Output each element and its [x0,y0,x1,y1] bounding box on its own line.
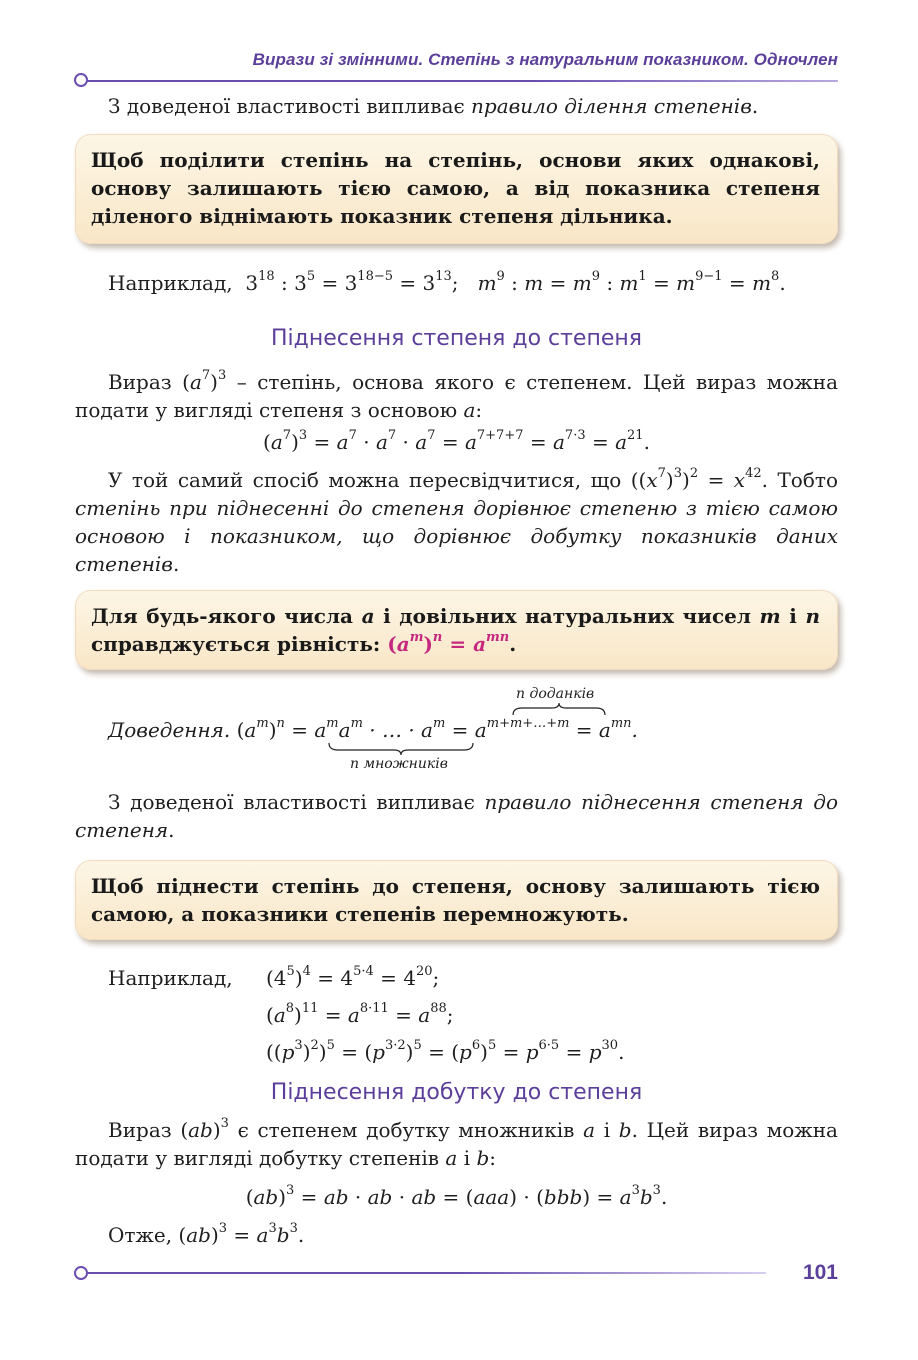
overbrace [512,702,606,716]
paragraph-power-of-power: Вираз $(a^7)^3$ – степінь, основа якого є степенем. Цей вираз можна подати у вигляді степеня з основою a: [75,368,838,422]
rule-box-power-of-power-identity: Для будь-якого числа a і довільних натуральних чисел m і n справджується рівність: $(a^m)^n = a^{mn}$. [75,590,838,670]
paragraph-power-rule-statement: У той самий спосіб можна пересвідчитися, що $((x^7)^3)^2 = x^{42}$. Тобто степінь при піднесенні до степеня дорівнює степеню з тією самою основою і показником, що дорівнює добутку показників даних степенів. [75,466,838,576]
example-label: Наприклад, [108,966,233,990]
conclusion-ab-cubed: Отже, $(ab)^3 = a^3b^3$. [108,1221,305,1247]
proof-formula: Доведення. $(a^m)^n = a^ma^m$ · … · $a^m = a^{m+m+\dots+m} = a^{mn}$. [108,716,638,742]
rule-box-division: Щоб поділити степінь на степінь, основи яких однакові, основу залишають тією самою, а від показника степеня діленого віднімають показник степеня дільника. [75,134,838,244]
example-a-8-11: $(a^8)^{11} = a^{8\cdot 11} = a^{88}$; [266,1001,454,1027]
paragraph-division-rule-intro: З доведеної властивості випливає правило ділення степенів. [108,94,759,118]
section-title-power-of-product: Піднесення добутку до степеня [270,1080,643,1105]
page-number: 101 [802,1261,838,1284]
formula-ab-cubed: (ab)$^3$ = ab · ab · ab = $(aaa) \cdot (bbb) = a^3b^3$. [245,1183,668,1209]
brace-note-factors: n множників [350,756,448,772]
rule-box-power-of-power: Щоб піднести степінь до степеня, основу залишають тією самою, а показники степенів перемножують. [75,860,838,940]
header-rule [86,80,838,82]
underbrace [328,742,474,756]
footer-rule [86,1272,766,1274]
brace-note-addends: n доданків [516,686,595,702]
running-header: Вирази зі змінними. Степінь з натуральним показником. Одночлен [252,50,838,69]
section-title-power-of-power: Піднесення степеня до степеня [270,326,643,351]
example-p-3-2-5: $((p^3)^2)^5 = (p^{3\cdot 2})^5 = (p^6)^5 = p^{6\cdot 5} = p^{30}$. [266,1038,625,1064]
example-4-5-4: $(4^5)^4 = 4^{5\cdot 4} = 4^{20}$; [266,964,440,990]
paragraph-power-of-product: Вираз (ab)$^3$ є степенем добутку множників a і b. Цей вираз можна подати у вигляді добутку степенів a і b: [75,1116,838,1170]
paragraph-power-rule-intro: З доведеної властивості випливає правило піднесення степеня до степеня. [75,790,839,842]
example-division: Наприклад, $3^{18}$ : $3^5 = 3^{18-5} = 3^{13}$; $m^9$ : $m = m^9$ : $m^1 = m^{9-1} = m^8$. [108,269,786,295]
formula-a7-cubed: $(a^7)^3 = a^7 \cdot a^7 \cdot a^7 = a^{7+7+7} = a^{7\cdot 3} = a^{21}$. [263,428,650,454]
